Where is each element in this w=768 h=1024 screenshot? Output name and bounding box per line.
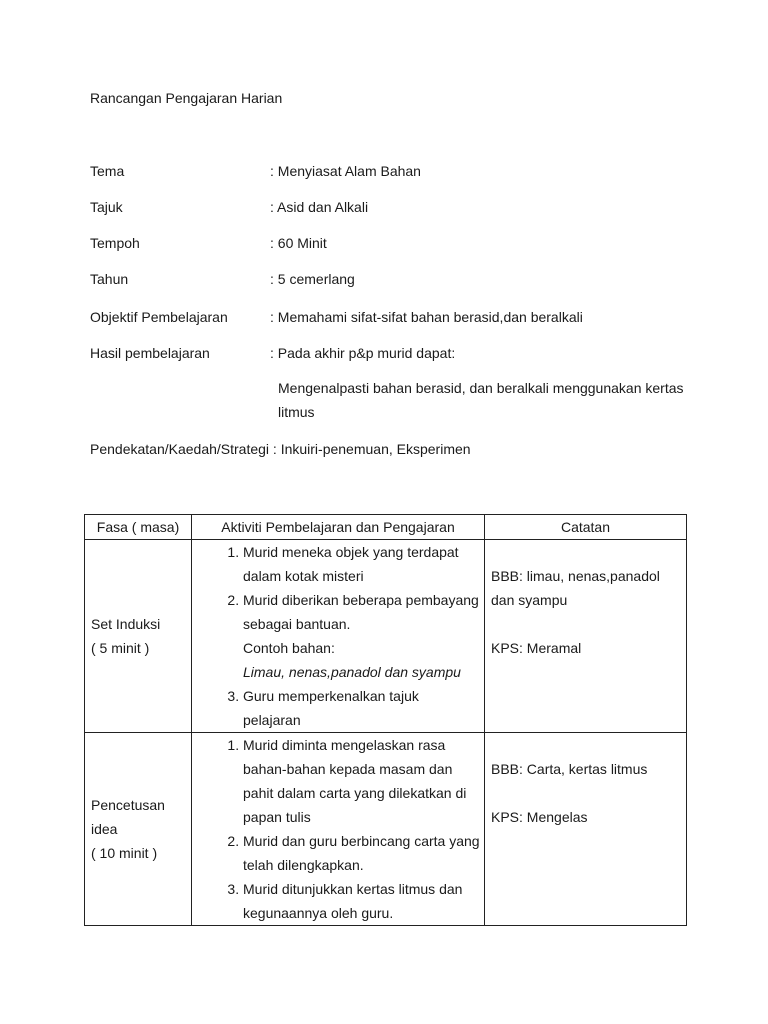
page-title: Rancangan Pengajaran Harian <box>90 90 283 106</box>
table-row-set-induksi <box>85 540 687 733</box>
field-label-tahun: Tahun <box>90 271 129 287</box>
activity-item: 2. Murid dan guru berbincang carta yang telah dilengkapkan. <box>243 829 480 877</box>
phase-cell <box>85 733 192 926</box>
activity-cell <box>192 540 485 733</box>
phase-duration: ( 5 minit ) <box>91 640 150 656</box>
field-value-hasil: : Pada akhir p&p murid dapat: <box>270 345 456 361</box>
activity-item: 2. Murid diberikan beberapa pembayang sebagai bantuan. Contoh bahan: Limau, nenas,panadol dan syampu <box>243 588 480 684</box>
phase-cell <box>85 540 192 733</box>
field-value-tema: : Menyiasat Alam Bahan <box>270 163 421 179</box>
notes-kps: KPS: Mengelas <box>491 809 588 825</box>
activity-item: 3. Murid ditunjukkan kertas litmus dan kegunaannya oleh guru. <box>243 877 480 925</box>
header-activity: Aktiviti Pembelajaran dan Pengajaran <box>192 515 485 540</box>
activity-cell <box>192 733 485 926</box>
example-materials: Limau, nenas,panadol dan syampu <box>243 664 461 680</box>
phase-name: Pencetusan <box>91 797 165 813</box>
activity-list <box>192 733 484 925</box>
header-notes: Catatan <box>485 515 687 540</box>
notes-cell <box>485 733 687 926</box>
notes-kps: KPS: Meramal <box>491 640 582 656</box>
approach-line: Pendekatan/Kaedah/Strategi : Inkuiri-penemuan, Eksperimen <box>90 441 471 457</box>
phase-name-cont: idea <box>91 821 118 837</box>
example-label: Contoh bahan: <box>243 640 335 656</box>
notes-bbb: BBB: limau, nenas,panadol dan syampu <box>491 568 660 608</box>
field-label-tema: Tema <box>90 163 125 179</box>
field-label-tempoh: Tempoh <box>90 235 140 251</box>
lesson-plan-table <box>84 514 687 926</box>
activity-item: 3. Guru memperkenalkan tajuk pelajaran <box>243 684 480 732</box>
field-label-hasil: Hasil pembelajaran <box>90 345 210 361</box>
activity-item: 1. Murid diminta mengelaskan rasa bahan-bahan kepada masam dan pahit dalam carta yang dilekatkan di papan tulis <box>243 733 480 829</box>
field-label-objektif: Objektif Pembelajaran <box>90 309 228 325</box>
phase-name: Set Induksi <box>91 616 161 632</box>
field-value-tajuk: : Asid dan Alkali <box>270 199 369 215</box>
field-value-tahun: : 5 cemerlang <box>270 271 355 287</box>
activity-list <box>192 540 484 732</box>
activity-item: 1. Murid meneka objek yang terdapat dalam kotak misteri <box>243 540 480 588</box>
phase-duration: ( 10 minit ) <box>91 845 158 861</box>
learning-outcome-text: Mengenalpasti bahan berasid, dan beralkali menggunakan kertas litmus <box>278 380 684 420</box>
notes-cell <box>485 540 687 733</box>
header-phase: Fasa ( masa) <box>85 515 192 540</box>
field-label-tajuk: Tajuk <box>90 199 123 215</box>
field-value-tempoh: : 60 Minit <box>270 235 327 251</box>
field-value-objektif: : Memahami sifat-sifat bahan berasid,dan beralkali <box>270 309 583 325</box>
table-row-pencetusan-idea <box>85 733 687 926</box>
notes-bbb: BBB: Carta, kertas litmus <box>491 761 648 777</box>
table-header-row <box>85 515 687 540</box>
